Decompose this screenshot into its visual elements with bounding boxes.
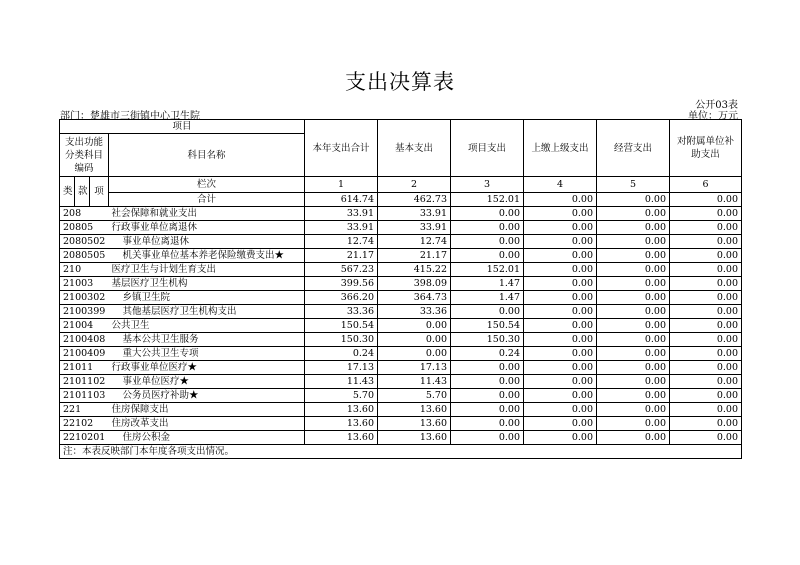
- amount-cell: 0.00: [670, 347, 742, 361]
- subject-name: 社会保障和就业支出: [109, 207, 305, 221]
- page-title: 支出决算表: [345, 70, 455, 94]
- amount-cell: 0.00: [451, 389, 524, 403]
- amount-cell: 0.00: [670, 277, 742, 291]
- table-row: [60, 291, 742, 305]
- amount-cell: 0.00: [670, 305, 742, 319]
- amount-cell: 0.00: [451, 305, 524, 319]
- header-xiang: 项: [90, 177, 109, 207]
- amount-cell: 33.91: [305, 221, 378, 235]
- amount-cell: 0.00: [670, 417, 742, 431]
- unit-label: 单位：万元: [688, 111, 738, 122]
- amount-cell: 5.70: [378, 389, 451, 403]
- amount-cell: 0.00: [670, 291, 742, 305]
- table-row: [60, 249, 742, 263]
- subject-name: 机关事业单位基本养老保险缴费支出★: [109, 249, 305, 263]
- subject-code: 21004: [60, 319, 109, 333]
- amount-cell: 150.54: [305, 319, 378, 333]
- header-col-2: 基本支出: [378, 120, 451, 177]
- subject-name: 基层医疗卫生机构: [109, 277, 305, 291]
- amount-cell: 0.00: [670, 221, 742, 235]
- table-row: [60, 361, 742, 375]
- amount-cell: 1.47: [451, 277, 524, 291]
- subject-code: 2080505: [60, 249, 109, 263]
- amount-cell: 12.74: [305, 235, 378, 249]
- amount-cell: 0.00: [524, 417, 597, 431]
- amount-cell: 1.47: [451, 291, 524, 305]
- amount-cell: 0.00: [597, 263, 670, 277]
- amount-cell: 5.70: [305, 389, 378, 403]
- amount-cell: 364.73: [378, 291, 451, 305]
- amount-cell: 398.09: [378, 277, 451, 291]
- amount-cell: 33.36: [305, 305, 378, 319]
- subject-code: 2101103: [60, 389, 109, 403]
- amount-cell: 0.00: [670, 235, 742, 249]
- amount-cell: 13.60: [378, 431, 451, 445]
- table-row: [60, 277, 742, 291]
- amount-cell: 0.00: [597, 431, 670, 445]
- header-kuan: 款: [75, 177, 90, 207]
- header-lei: 类: [60, 177, 75, 207]
- subject-code: 210: [60, 263, 109, 277]
- subject-name: 行政事业单位医疗★: [109, 361, 305, 375]
- amount-cell: 0.00: [597, 277, 670, 291]
- amount-cell: 0.00: [597, 347, 670, 361]
- amount-cell: 0.00: [670, 403, 742, 417]
- col-number-1: 1: [305, 177, 378, 193]
- table-body: [60, 207, 742, 445]
- subject-name: 公务员医疗补助★: [109, 389, 305, 403]
- table-note: 注：本表反映部门本年度各项支出情况。: [60, 445, 742, 459]
- amount-cell: 12.74: [378, 235, 451, 249]
- amount-cell: 33.91: [378, 221, 451, 235]
- amount-cell: 0.24: [305, 347, 378, 361]
- amount-cell: 13.60: [378, 403, 451, 417]
- col-number-2: 2: [378, 177, 451, 193]
- table-row: [60, 207, 742, 221]
- amount-cell: 0.00: [524, 431, 597, 445]
- amount-cell: 0.00: [451, 221, 524, 235]
- amount-cell: 0.00: [670, 389, 742, 403]
- subject-name: 行政事业单位离退休: [109, 221, 305, 235]
- header-subject-name: 科目名称: [109, 134, 305, 177]
- table-row: [60, 375, 742, 389]
- table-row: [60, 263, 742, 277]
- col-number-3: 3: [451, 177, 524, 193]
- table-code: 公开03表: [695, 100, 738, 111]
- amount-cell: 0.00: [451, 249, 524, 263]
- subject-name: 住房保障支出: [109, 403, 305, 417]
- header-col-5: 经营支出: [597, 120, 670, 177]
- amount-cell: 0.00: [597, 235, 670, 249]
- amount-cell: 33.91: [378, 207, 451, 221]
- subject-code: 21003: [60, 277, 109, 291]
- amount-cell: 0.00: [378, 333, 451, 347]
- amount-cell: 0.00: [670, 249, 742, 263]
- total-value: 152.01: [451, 193, 524, 207]
- total-value: 0.00: [524, 193, 597, 207]
- subject-name: 住房公积金: [109, 431, 305, 445]
- amount-cell: 11.43: [305, 375, 378, 389]
- amount-cell: 415.22: [378, 263, 451, 277]
- amount-cell: 33.91: [305, 207, 378, 221]
- subject-code: 221: [60, 403, 109, 417]
- header-col-1: 本年支出合计: [305, 120, 378, 177]
- amount-cell: 0.00: [524, 207, 597, 221]
- amount-cell: 0.00: [524, 249, 597, 263]
- amount-cell: 150.54: [451, 319, 524, 333]
- subject-name: 事业单位医疗★: [109, 375, 305, 389]
- subject-code: 208: [60, 207, 109, 221]
- amount-cell: 152.01: [451, 263, 524, 277]
- amount-cell: 0.00: [597, 249, 670, 263]
- table-row: [60, 417, 742, 431]
- amount-cell: 567.23: [305, 263, 378, 277]
- amount-cell: 0.00: [524, 235, 597, 249]
- subject-code: 2100409: [60, 347, 109, 361]
- table-row: [60, 347, 742, 361]
- amount-cell: 0.00: [524, 221, 597, 235]
- amount-cell: 0.00: [597, 361, 670, 375]
- amount-cell: 0.00: [597, 389, 670, 403]
- table-row: [60, 235, 742, 249]
- col-number-4: 4: [524, 177, 597, 193]
- amount-cell: 0.00: [670, 319, 742, 333]
- subject-name: 事业单位离退休: [109, 235, 305, 249]
- table-row: [60, 431, 742, 445]
- subject-code: 20805: [60, 221, 109, 235]
- subject-code: 2210201: [60, 431, 109, 445]
- table-row: [60, 389, 742, 403]
- amount-cell: 0.00: [524, 277, 597, 291]
- header-col-6: 对附属单位补助支出: [670, 120, 742, 177]
- amount-cell: 150.30: [451, 333, 524, 347]
- amount-cell: 0.00: [597, 305, 670, 319]
- amount-cell: 0.00: [670, 375, 742, 389]
- amount-cell: 0.00: [524, 263, 597, 277]
- amount-cell: 0.00: [451, 431, 524, 445]
- table-row: [60, 305, 742, 319]
- amount-cell: 13.60: [305, 403, 378, 417]
- amount-cell: 13.60: [378, 417, 451, 431]
- amount-cell: 0.00: [670, 361, 742, 375]
- subject-code: 2080502: [60, 235, 109, 249]
- amount-cell: 0.00: [597, 319, 670, 333]
- amount-cell: 150.30: [305, 333, 378, 347]
- subject-name: 医疗卫生与计划生育支出: [109, 263, 305, 277]
- subject-code: 2101102: [60, 375, 109, 389]
- amount-cell: 0.00: [524, 403, 597, 417]
- amount-cell: 0.00: [597, 291, 670, 305]
- subject-name: 重大公共卫生专项: [109, 347, 305, 361]
- amount-cell: 0.00: [597, 417, 670, 431]
- amount-cell: 17.13: [378, 361, 451, 375]
- amount-cell: 0.00: [597, 333, 670, 347]
- subject-name: 其他基层医疗卫生机构支出: [109, 305, 305, 319]
- amount-cell: 0.00: [451, 417, 524, 431]
- header-func-code: 支出功能分类科目编码: [60, 134, 109, 177]
- subject-code: 2100399: [60, 305, 109, 319]
- col-number-5: 5: [597, 177, 670, 193]
- amount-cell: 0.00: [451, 235, 524, 249]
- col-number-6: 6: [670, 177, 742, 193]
- amount-cell: 0.00: [524, 347, 597, 361]
- amount-cell: 0.00: [451, 375, 524, 389]
- amount-cell: 0.00: [451, 403, 524, 417]
- amount-cell: 17.13: [305, 361, 378, 375]
- total-value: 0.00: [670, 193, 742, 207]
- table-row: [60, 333, 742, 347]
- subject-name: 乡镇卫生院: [109, 291, 305, 305]
- header-col-4: 上缴上级支出: [524, 120, 597, 177]
- subject-code: 2100408: [60, 333, 109, 347]
- amount-cell: 0.00: [378, 319, 451, 333]
- amount-cell: 0.00: [524, 291, 597, 305]
- amount-cell: 0.00: [524, 375, 597, 389]
- amount-cell: 0.00: [524, 333, 597, 347]
- expenditure-table: [59, 119, 742, 459]
- header-lanci: 栏次: [109, 177, 305, 193]
- amount-cell: 21.17: [378, 249, 451, 263]
- amount-cell: 13.60: [305, 417, 378, 431]
- header-project: 项目: [60, 120, 305, 134]
- table-row: [60, 221, 742, 235]
- amount-cell: 0.00: [451, 361, 524, 375]
- table-row: [60, 403, 742, 417]
- header-col-3: 项目支出: [451, 120, 524, 177]
- amount-cell: 21.17: [305, 249, 378, 263]
- amount-cell: 0.00: [597, 403, 670, 417]
- amount-cell: 33.36: [378, 305, 451, 319]
- total-value: 0.00: [597, 193, 670, 207]
- amount-cell: 0.24: [451, 347, 524, 361]
- amount-cell: 399.56: [305, 277, 378, 291]
- subject-code: 21011: [60, 361, 109, 375]
- amount-cell: 0.00: [670, 431, 742, 445]
- amount-cell: 0.00: [524, 389, 597, 403]
- amount-cell: 0.00: [524, 319, 597, 333]
- subject-code: 2100302: [60, 291, 109, 305]
- amount-cell: 11.43: [378, 375, 451, 389]
- department-label: 部门：楚雄市三街镇中心卫生院: [60, 111, 200, 122]
- subject-name: 公共卫生: [109, 319, 305, 333]
- subject-name: 基本公共卫生服务: [109, 333, 305, 347]
- amount-cell: 0.00: [670, 207, 742, 221]
- total-label: 合计: [109, 193, 305, 207]
- amount-cell: 366.20: [305, 291, 378, 305]
- table-row: [60, 319, 742, 333]
- amount-cell: 0.00: [670, 333, 742, 347]
- amount-cell: 13.60: [305, 431, 378, 445]
- total-value: 462.73: [378, 193, 451, 207]
- amount-cell: 0.00: [597, 375, 670, 389]
- subject-code: 22102: [60, 417, 109, 431]
- amount-cell: 0.00: [524, 305, 597, 319]
- total-value: 614.74: [305, 193, 378, 207]
- amount-cell: 0.00: [378, 347, 451, 361]
- amount-cell: 0.00: [524, 361, 597, 375]
- subject-name: 住房改革支出: [109, 417, 305, 431]
- amount-cell: 0.00: [451, 207, 524, 221]
- amount-cell: 0.00: [597, 221, 670, 235]
- amount-cell: 0.00: [670, 263, 742, 277]
- amount-cell: 0.00: [597, 207, 670, 221]
